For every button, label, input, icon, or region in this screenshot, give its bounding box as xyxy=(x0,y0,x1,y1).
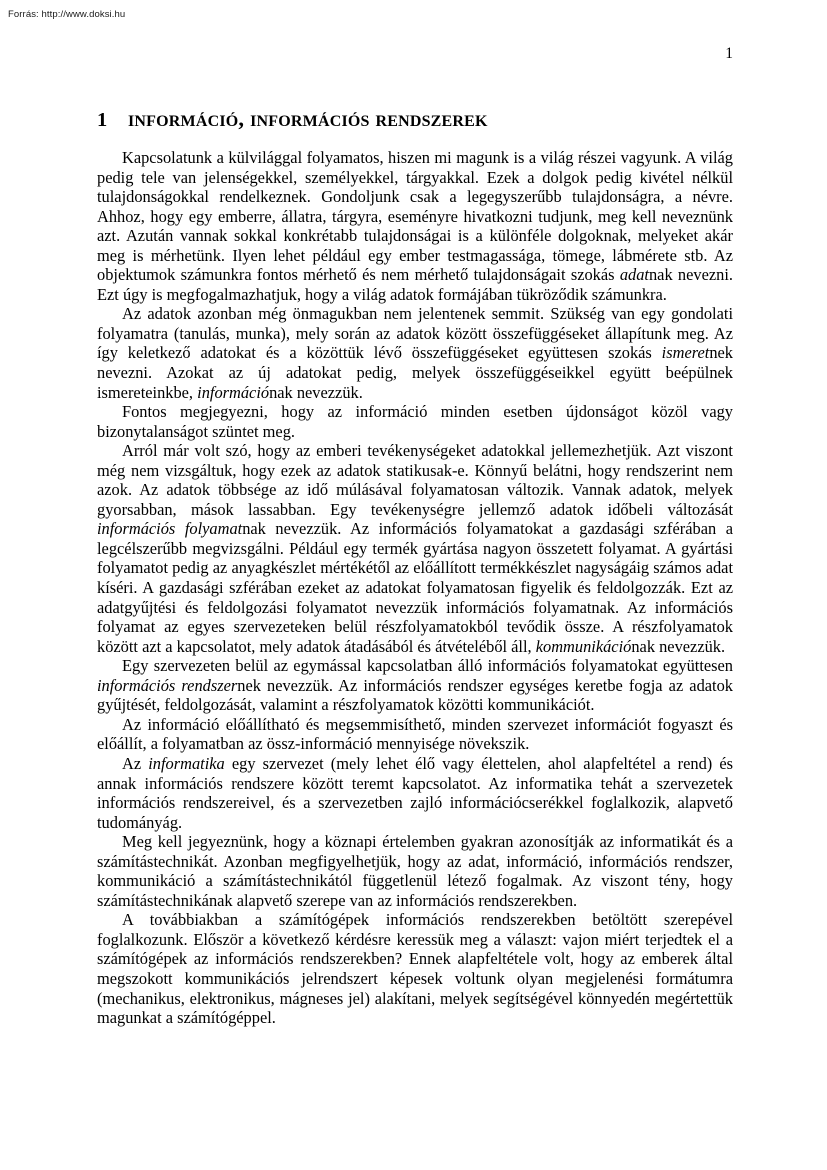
emphasized-term: kommunikáció xyxy=(535,636,632,656)
text-run: Fontos megjegyezni, hogy az információ minden esetben újdonságot közöl vagy bizonytalanságot szüntet meg. xyxy=(97,402,733,441)
emphasized-term: ismeret xyxy=(661,343,710,363)
text-run: Az adatok azonban még önmagukban nem jelentenek semmit. Szükség van egy gondolati folyamatra (tanulás, munka), mely során az adatok között összefüggéseket állapítunk meg. Az így keletkező adatokat és a közöttük lévő összefüggéseket együttesen szokás xyxy=(97,304,733,363)
par-adatok-azonban xyxy=(97,304,733,402)
text-run: nak nevezni. Ezt úgy is megfogalmazhatjuk, hogy a világ adatok formájában tükröződik számunkra. xyxy=(97,265,733,304)
text-run: Kapcsolatunk a külvilággal folyamatos, hiszen mi magunk is a világ részei vagyunk. A világ pedig tele van jelenségekkel, személyekkel, tárgyakkal. Ezek a dolgok pedig kivétel nélkül tulajdonságokkal rendelkeznek. Gondoljunk csak a legegyszerűbb tulajdonságra, a névre. Ahhoz, hogy egy emberre, állatra, tárgyra, eseményre hivatkozni tudjunk, meg kell neveznünk azt. Azután vannak sokkal konkrétabb tulajdonságai is a különféle dolgoknak, melyeket akár meg is mérhetünk. Ilyen lehet például egy ember testmagassága, tömege, lábmérete stb. Az objektumok számunkra fontos mérhető és nem mérhető tulajdonságait szokás xyxy=(97,148,733,285)
body-text xyxy=(97,148,733,1028)
text-run: nak nevezzük. xyxy=(269,382,363,402)
par-meg-kell-jegyeznunk xyxy=(97,832,733,910)
par-kapcsolatunk xyxy=(97,148,733,304)
text-run: nak nevezzük. xyxy=(631,636,726,656)
text-run: A továbbiakban a számítógépek információs rendszerekben betöltött szerepével foglalkozunk. Először a következő kérdésre keressük meg a választ: vajon miért terjedtek el a számítógépek az információs rendszerekben? Ennek alapfeltétele volt, hogy az emberek által megszokott kommunikációs jelrendszert képesek voltunk olyan megjelenési formátumra (mechanikus, elektronikus, mágneses jel) alakítani, melyek segítségével könnyedén megértettük magunkat a számítógéppel. xyxy=(97,910,733,1028)
page-number: 1 xyxy=(725,45,733,62)
emphasized-term: információ xyxy=(197,382,270,402)
text-run: Arról már volt szó, hogy az emberi tevékenységeket adatokkal jellemezhetjük. Azt viszont még nem vizsgáltuk, hogy ezek az adatok statikusak-e. Könnyű belátni, hogy rendszerint nem azok. Az adatok többsége az idő múlásával folyamatosan változik. Vannak adatok, melyek gyorsabban, mások lassabban. Egy tevékenységre jellemző adatok időbeli változását xyxy=(97,441,733,519)
chapter-title-text: információ, információs rendszerek xyxy=(128,106,488,131)
par-arrol-mar-volt-szo xyxy=(97,441,733,656)
text-run: egy szervezet (mely lehet élő vagy élettelen, ahol alapfeltétel a rend) és annak információs rendszere között teremt kapcsolatot. Az informatika tehát a szervezetek információs rendszereivel, és a szervezetben zajló információcserékkel foglalkozik, alapvető tudományág. xyxy=(97,753,733,832)
text-run: nak nevezzük. Az információs folyamatokat a gazdasági szférában a legcélszerűbb megvizsgálni. Például egy termék gyártása nagyon összetett folyamat. A gyártási folyamatot pedig az anyagkészlet mértékétől az előállított termékkészlet nagyságáig számos adat kíséri. A gazdasági szférában ezeket az adatokat folyamatosan figyelik és feldolgozzák. Ezt az adatgyűjtési és feldolgozási folyamatot nevezzük információs folyamatnak. Az információs folyamat az egyes szervezeteken belül részfolyamatokból tevődik össze. A részfolyamatok között azt a kapcsolatot, mely adatok átadásából és átvételéből áll, xyxy=(97,519,733,656)
chapter-number: 1 xyxy=(97,109,108,131)
text-run: nek nevezni. Azokat az új adatokat pedig, melyek összefüggéseikkel együtt beépülnek ismereteinkbe, xyxy=(97,343,733,402)
text-run: Meg kell jegyeznünk, hogy a köznapi értelemben gyakran azonosítják az informatikát és a számítástechnikát. Azonban megfigyelhetjük, hogy az adat, információ, információs rendszer, kommunikáció a számítástechnikától függetlenül létező fogalmak. Az viszont tény, hogy számítástechnikának alapvető szerepe van az információs rendszerekben. xyxy=(97,832,733,910)
chapter-heading xyxy=(97,106,733,133)
emphasized-term: információs rendszer xyxy=(97,675,238,695)
par-informacio-eloallithato xyxy=(97,715,733,754)
page-content xyxy=(97,106,733,1028)
text-run: Egy szervezeten belül az egymással kapcsolatban álló információs folyamatokat együttesen xyxy=(122,656,733,676)
text-run: Az xyxy=(122,753,149,773)
source-watermark: Forrás: http://www.doksi.hu xyxy=(8,9,126,20)
emphasized-term: információs folyamat xyxy=(97,519,243,539)
emphasized-term: adat xyxy=(619,265,649,285)
par-egy-szervezeten-belul xyxy=(97,656,733,715)
par-tovabbiakban xyxy=(97,910,733,1027)
text-run: nek nevezzük. Az információs rendszer egységes keretbe fogja az adatok gyűjtését, feldolgozását, valamint a részfolyamatok közötti kommunikációt. xyxy=(97,675,733,715)
text-run: Az információ előállítható és megsemmisíthető, minden szervezet információt fogyaszt és előállít, a folyamatban az össz-információ mennyisége növekszik. xyxy=(97,714,733,754)
emphasized-term: informatika xyxy=(148,753,225,773)
par-informatika xyxy=(97,754,733,832)
par-fontos-megjegyezni xyxy=(97,402,733,441)
